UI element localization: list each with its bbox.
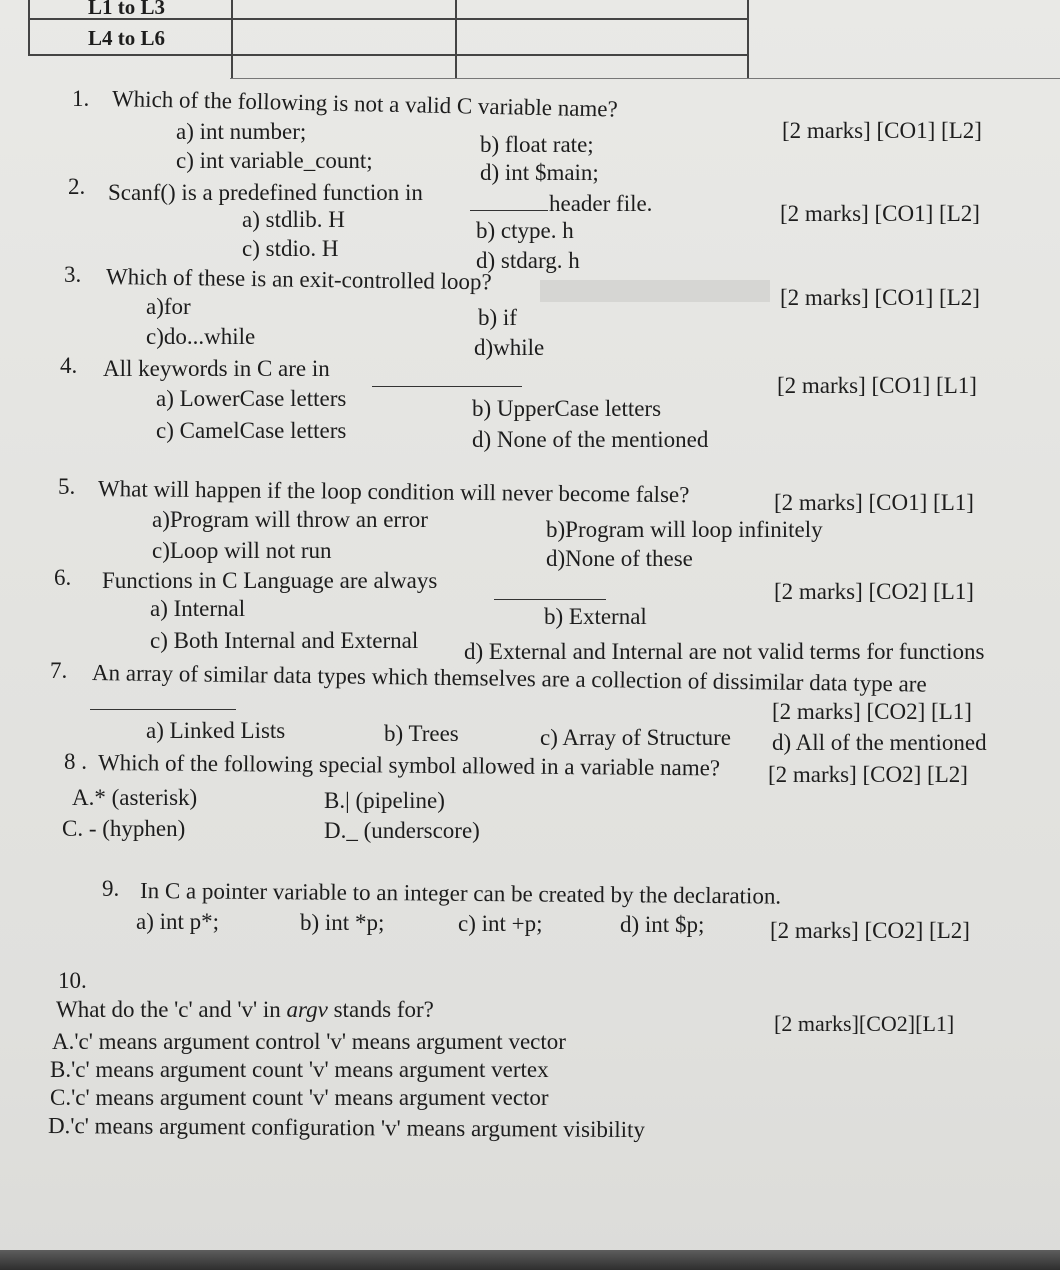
option-c: c) int variable_count; bbox=[176, 148, 373, 173]
option-a: a)for bbox=[146, 294, 191, 319]
option-c: c) stdio. H bbox=[242, 236, 339, 261]
question-marks: [2 marks][CO2][L1] bbox=[774, 1011, 955, 1036]
option-d: d) None of the mentioned bbox=[472, 427, 709, 452]
option-b: b) float rate; bbox=[480, 132, 594, 157]
option-a: a) Internal bbox=[150, 596, 246, 621]
question-text bbox=[56, 997, 434, 1023]
option-c: c) Array of Structure bbox=[540, 725, 731, 750]
table-surface bbox=[0, 1250, 1060, 1270]
question-text: What will happen if the loop condition will never become false? bbox=[97, 476, 690, 508]
option-a: a) stdlib. H bbox=[242, 207, 345, 232]
question-text: Scanf() is a predefined function in bbox=[108, 180, 423, 205]
question-number: 5. bbox=[58, 474, 76, 499]
option-b: b) External bbox=[544, 604, 647, 629]
answer-blank bbox=[90, 709, 236, 710]
option-b: B.| (pipeline) bbox=[324, 788, 445, 813]
question-marks: [2 marks] [CO2] [L1] bbox=[772, 699, 972, 724]
option-a: A.* (asterisk) bbox=[72, 785, 198, 810]
question-marks: [2 marks] [CO2] [L2] bbox=[768, 762, 968, 787]
question-marks: [2 marks] [CO2] [L2] bbox=[770, 918, 970, 943]
answer-blank bbox=[494, 599, 606, 600]
question-marks: [2 marks] [CO1] [L2] bbox=[780, 285, 980, 310]
option-c: c) Both Internal and External bbox=[150, 628, 419, 653]
option-d: d)while bbox=[474, 335, 545, 360]
question-marks: [2 marks] [CO1] [L1] bbox=[777, 373, 977, 398]
option-d: D.'c' means argument configuration 'v' means argument visibility bbox=[47, 1113, 646, 1143]
question-marks: [2 marks] [CO1] [L2] bbox=[780, 201, 980, 226]
question-marks: [2 marks] [CO1] [L1] bbox=[774, 490, 974, 515]
option-b: b)Program will loop infinitely bbox=[546, 517, 823, 542]
option-c: c) int +p; bbox=[458, 911, 543, 936]
option-c: c) CamelCase letters bbox=[156, 418, 347, 443]
option-c: c)Loop will not run bbox=[152, 538, 332, 563]
question-text-after: stands for? bbox=[327, 997, 434, 1022]
option-b: b) Trees bbox=[384, 721, 459, 746]
option-c: C.'c' means argument count 'v' means argument vector bbox=[50, 1085, 549, 1110]
option-b: b) if bbox=[478, 305, 517, 330]
option-a: a) Linked Lists bbox=[146, 718, 286, 743]
option-a: a) LowerCase letters bbox=[156, 386, 347, 411]
question-number: 7. bbox=[50, 658, 68, 683]
option-d: d) int $p; bbox=[620, 912, 705, 937]
table-row-label-l1-l3: L1 to L3 bbox=[88, 0, 166, 19]
option-c: C. - (hyphen) bbox=[62, 816, 186, 841]
option-a: A.'c' means argument control 'v' means argument vector bbox=[52, 1029, 566, 1054]
question-number: 2. bbox=[68, 174, 86, 199]
option-b: b) ctype. h bbox=[476, 218, 574, 243]
option-d: d) stdarg. h bbox=[476, 248, 580, 273]
question-text: All keywords in C are in bbox=[103, 356, 330, 381]
question-text: In C a pointer variable to an integer can be created by the declaration. bbox=[139, 878, 782, 909]
question-marks: [2 marks] [CO2] [L1] bbox=[774, 579, 974, 604]
question-text: An array of similar data types which themselves are a collection of dissimilar data type are bbox=[91, 660, 927, 697]
question-number: 6. bbox=[54, 565, 72, 590]
option-d: d) External and Internal are not valid terms for functions bbox=[464, 639, 985, 664]
option-d: D._ (underscore) bbox=[324, 818, 480, 843]
option-a: a) int number; bbox=[176, 119, 307, 144]
option-a: a)Program will throw an error bbox=[152, 507, 428, 532]
option-d: d) All of the mentioned bbox=[772, 730, 987, 755]
question-text: Functions in C Language are always bbox=[102, 568, 438, 593]
question-marks: [2 marks] [CO1] [L2] bbox=[782, 118, 982, 143]
question-text-after: header file. bbox=[549, 191, 653, 216]
option-d: d)None of these bbox=[546, 546, 693, 571]
question-text: Which of the following special symbol allowed in a variable name? bbox=[97, 750, 721, 781]
question-text: Which of these is an exit-controlled loop? bbox=[105, 264, 492, 295]
question-number: 1. bbox=[72, 86, 90, 111]
smudge bbox=[540, 280, 770, 302]
option-d: d) int $main; bbox=[480, 160, 599, 185]
table-row-label-l4-l6: L4 to L6 bbox=[88, 26, 166, 50]
option-b: b) UpperCase letters bbox=[472, 396, 662, 421]
question-number: 8 . bbox=[64, 749, 87, 774]
question-text-before: What do the 'c' and 'v' in bbox=[56, 997, 287, 1022]
question-number: 3. bbox=[64, 262, 82, 287]
question-number: 4. bbox=[60, 353, 78, 378]
answer-blank bbox=[470, 210, 548, 211]
option-b: B.'c' means argument count 'v' means argument vertex bbox=[50, 1057, 549, 1082]
option-c: c)do...while bbox=[146, 324, 256, 349]
question-number: 10. bbox=[58, 968, 87, 993]
answer-blank bbox=[372, 386, 522, 387]
option-b: b) int *p; bbox=[300, 910, 385, 935]
question-text: Which of the following is not a valid C variable name? bbox=[111, 86, 619, 122]
question-text-emphasis: argv bbox=[286, 997, 328, 1022]
option-a: a) int p*; bbox=[136, 909, 220, 934]
question-number: 9. bbox=[102, 876, 120, 901]
